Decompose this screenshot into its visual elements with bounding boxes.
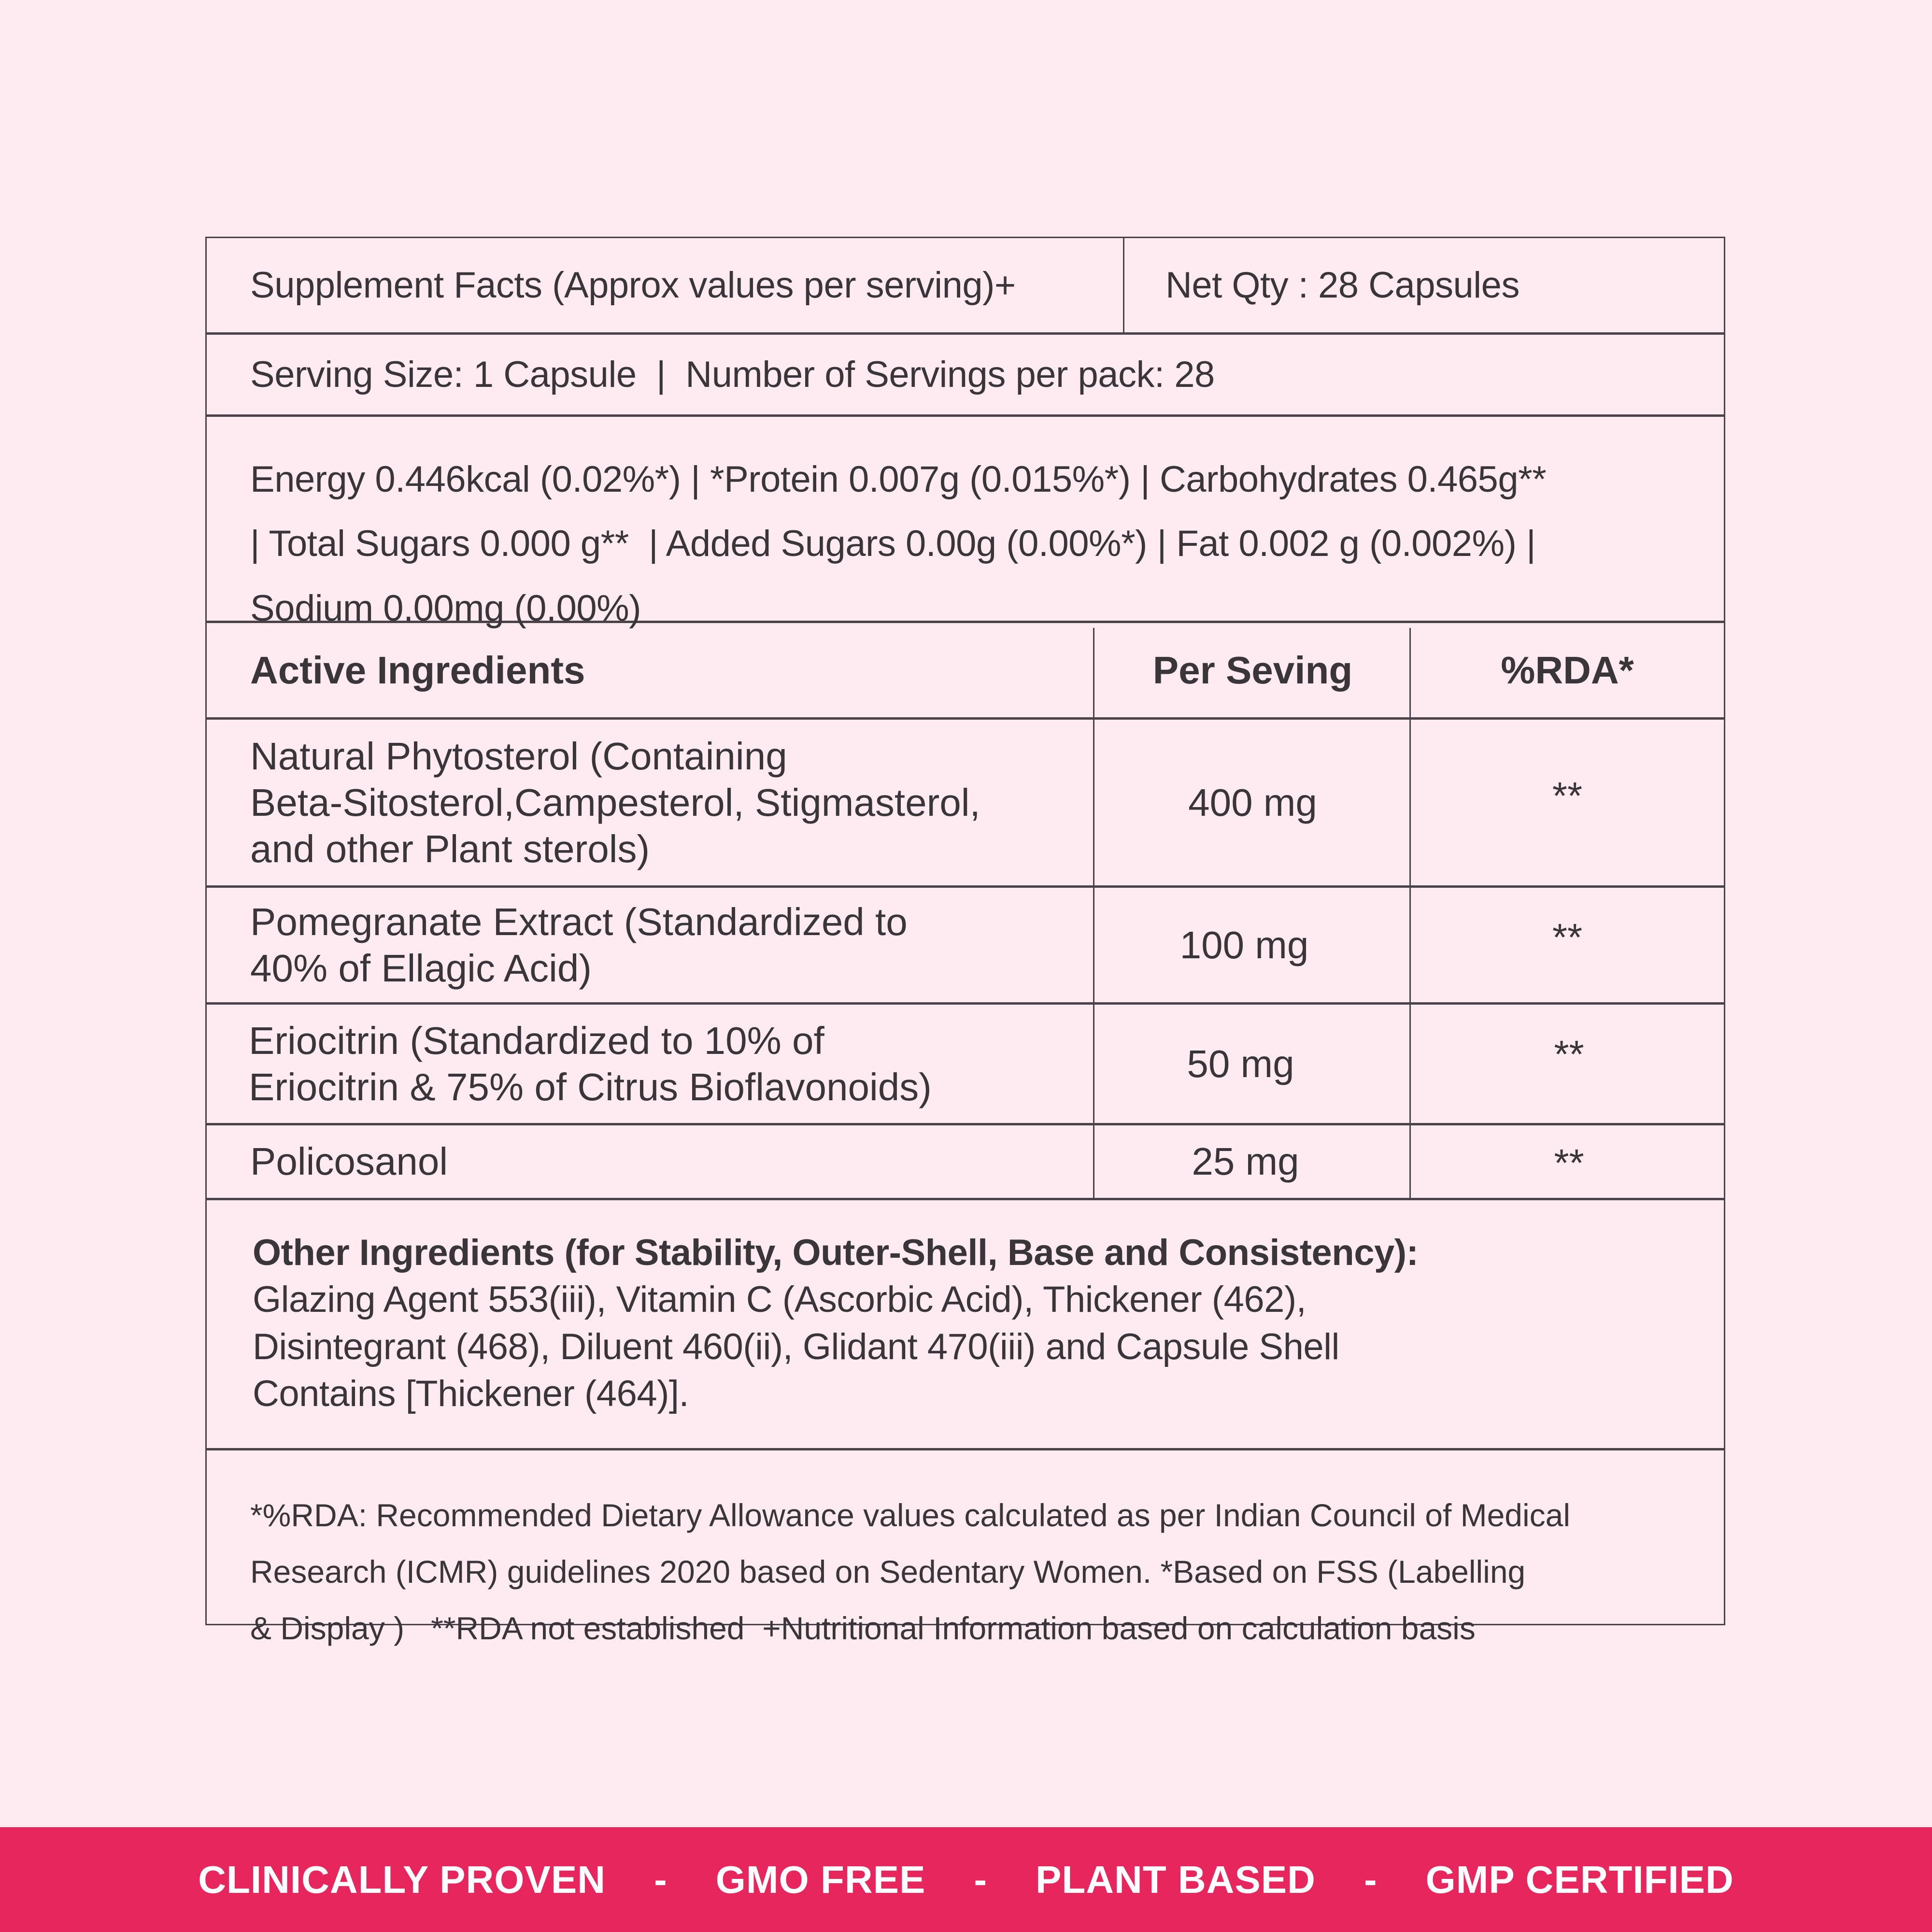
separator: - xyxy=(654,1858,668,1901)
ingredient-amount xyxy=(1094,1005,1387,1123)
nutrition-row xyxy=(207,417,1724,629)
net-qty: Net Qty : 28 Capsules xyxy=(1165,264,1520,306)
ingredients-header-row xyxy=(207,623,1724,720)
ingredient-name xyxy=(207,1005,1094,1123)
serving-cell xyxy=(207,335,1724,414)
other-ingredients-line: Disintegrant (468), Diluent 460(ii), Glidant 470(iii) and Capsule Shell xyxy=(253,1326,1339,1367)
ingredient-line: Beta-Sitosterol,Campesterol, Stigmasterol, xyxy=(250,781,980,824)
ingredient-name xyxy=(207,720,1094,885)
amount-value: 100 mg xyxy=(1179,923,1309,966)
table-row xyxy=(207,888,1724,1005)
nutrition-line: | Total Sugars 0.000 g** | Added Sugars 0.00g (0.00%*) | Fat 0.002 g (0.002%) | xyxy=(250,523,1536,565)
rda-value: ** xyxy=(1552,916,1583,959)
rda-value: ** xyxy=(1554,1033,1584,1076)
footnote-line: & Display ) **RDA not established +Nutritional Information based on calculation basis xyxy=(250,1610,1476,1647)
separator: - xyxy=(974,1858,987,1901)
panel-title: Supplement Facts (Approx values per serving)+ xyxy=(250,264,1016,306)
claim-gmp-certified: GMP CERTIFIED xyxy=(1425,1858,1734,1901)
ingredient-amount xyxy=(1094,720,1411,885)
amount-value: 25 mg xyxy=(1192,1140,1299,1183)
claim-gmo-free: GMO FREE xyxy=(715,1858,926,1901)
footnote-line: *%RDA: Recommended Dietary Allowance values calculated as per Indian Council of Medical xyxy=(250,1497,1571,1533)
ingredient-line: Natural Phytosterol (Containing xyxy=(250,734,787,778)
supplement-facts-panel xyxy=(205,237,1725,1647)
rda-value: ** xyxy=(1552,774,1583,817)
divider xyxy=(1409,1005,1411,1123)
column-header: %RDA* xyxy=(1501,648,1634,692)
footnote-cell xyxy=(207,1450,1724,1647)
ingredient-amount xyxy=(1094,1125,1396,1198)
other-ingredients-line: Contains [Thickener (464)]. xyxy=(253,1373,689,1414)
other-ingredients-row xyxy=(207,1200,1724,1450)
footnote-row xyxy=(207,1450,1724,1647)
ingredient-line: Eriocitrin & 75% of Citrus Bioflavonoids) xyxy=(249,1065,932,1108)
serving-row xyxy=(207,335,1724,417)
table-row xyxy=(207,720,1724,888)
ingredient-rda xyxy=(1414,1125,1724,1198)
ingredient-amount xyxy=(1094,888,1394,1002)
title-row xyxy=(207,238,1724,335)
header-rda xyxy=(1411,623,1724,717)
ingredient-rda xyxy=(1414,1005,1724,1123)
ingredient-line: Pomegranate Extract (Standardized to xyxy=(250,900,908,943)
separator: - xyxy=(1364,1858,1378,1901)
table-row xyxy=(207,1125,1724,1200)
claims-banner xyxy=(0,1827,1932,1932)
column-header: Active Ingredients xyxy=(250,648,585,692)
divider xyxy=(1409,1125,1411,1198)
ingredient-rda xyxy=(1411,888,1724,1002)
nutrition-line: Sodium 0.00mg (0.00%) xyxy=(250,587,641,629)
ingredient-line: 40% of Ellagic Acid) xyxy=(250,946,592,990)
ingredient-rda xyxy=(1411,720,1724,885)
ingredient-line: Policosanol xyxy=(250,1140,448,1183)
claim-clinically-proven: CLINICALLY PROVEN xyxy=(198,1858,606,1901)
rda-value: ** xyxy=(1554,1141,1584,1184)
header-per-serving xyxy=(1094,623,1411,717)
net-qty-cell xyxy=(1124,238,1724,332)
title-cell xyxy=(207,238,1124,332)
other-ingredients-line: Glazing Agent 553(iii), Vitamin C (Ascorbic Acid), Thickener (462), xyxy=(253,1279,1307,1321)
footnote-line: Research (ICMR) guidelines 2020 based on Sedentary Women. *Based on FSS (Labelling xyxy=(250,1554,1526,1590)
ingredient-name xyxy=(207,1125,1094,1198)
serving-info: Serving Size: 1 Capsule | Number of Servings per pack: 28 xyxy=(250,354,1215,395)
ingredient-name xyxy=(207,888,1094,1002)
other-ingredients-heading: Other Ingredients (for Stability, Outer-Shell, Base and Consistency): xyxy=(253,1232,1419,1273)
table-row xyxy=(207,1005,1724,1125)
ingredient-line: Eriocitrin (Standardized to 10% of xyxy=(249,1019,824,1062)
claim-plant-based: PLANT BASED xyxy=(1035,1858,1316,1901)
ingredient-line: and other Plant sterols) xyxy=(250,827,650,870)
amount-value: 50 mg xyxy=(1187,1042,1294,1085)
column-header: Per Seving xyxy=(1152,648,1353,692)
other-ingredients-cell xyxy=(207,1200,1724,1448)
nutrition-line: Energy 0.446kcal (0.02%*) | *Protein 0.007g (0.015%*) | Carbohydrates 0.465g** xyxy=(250,459,1547,500)
nutrition-cell xyxy=(207,417,1724,629)
header-ingredient xyxy=(207,623,1094,717)
amount-value: 400 mg xyxy=(1188,781,1317,824)
